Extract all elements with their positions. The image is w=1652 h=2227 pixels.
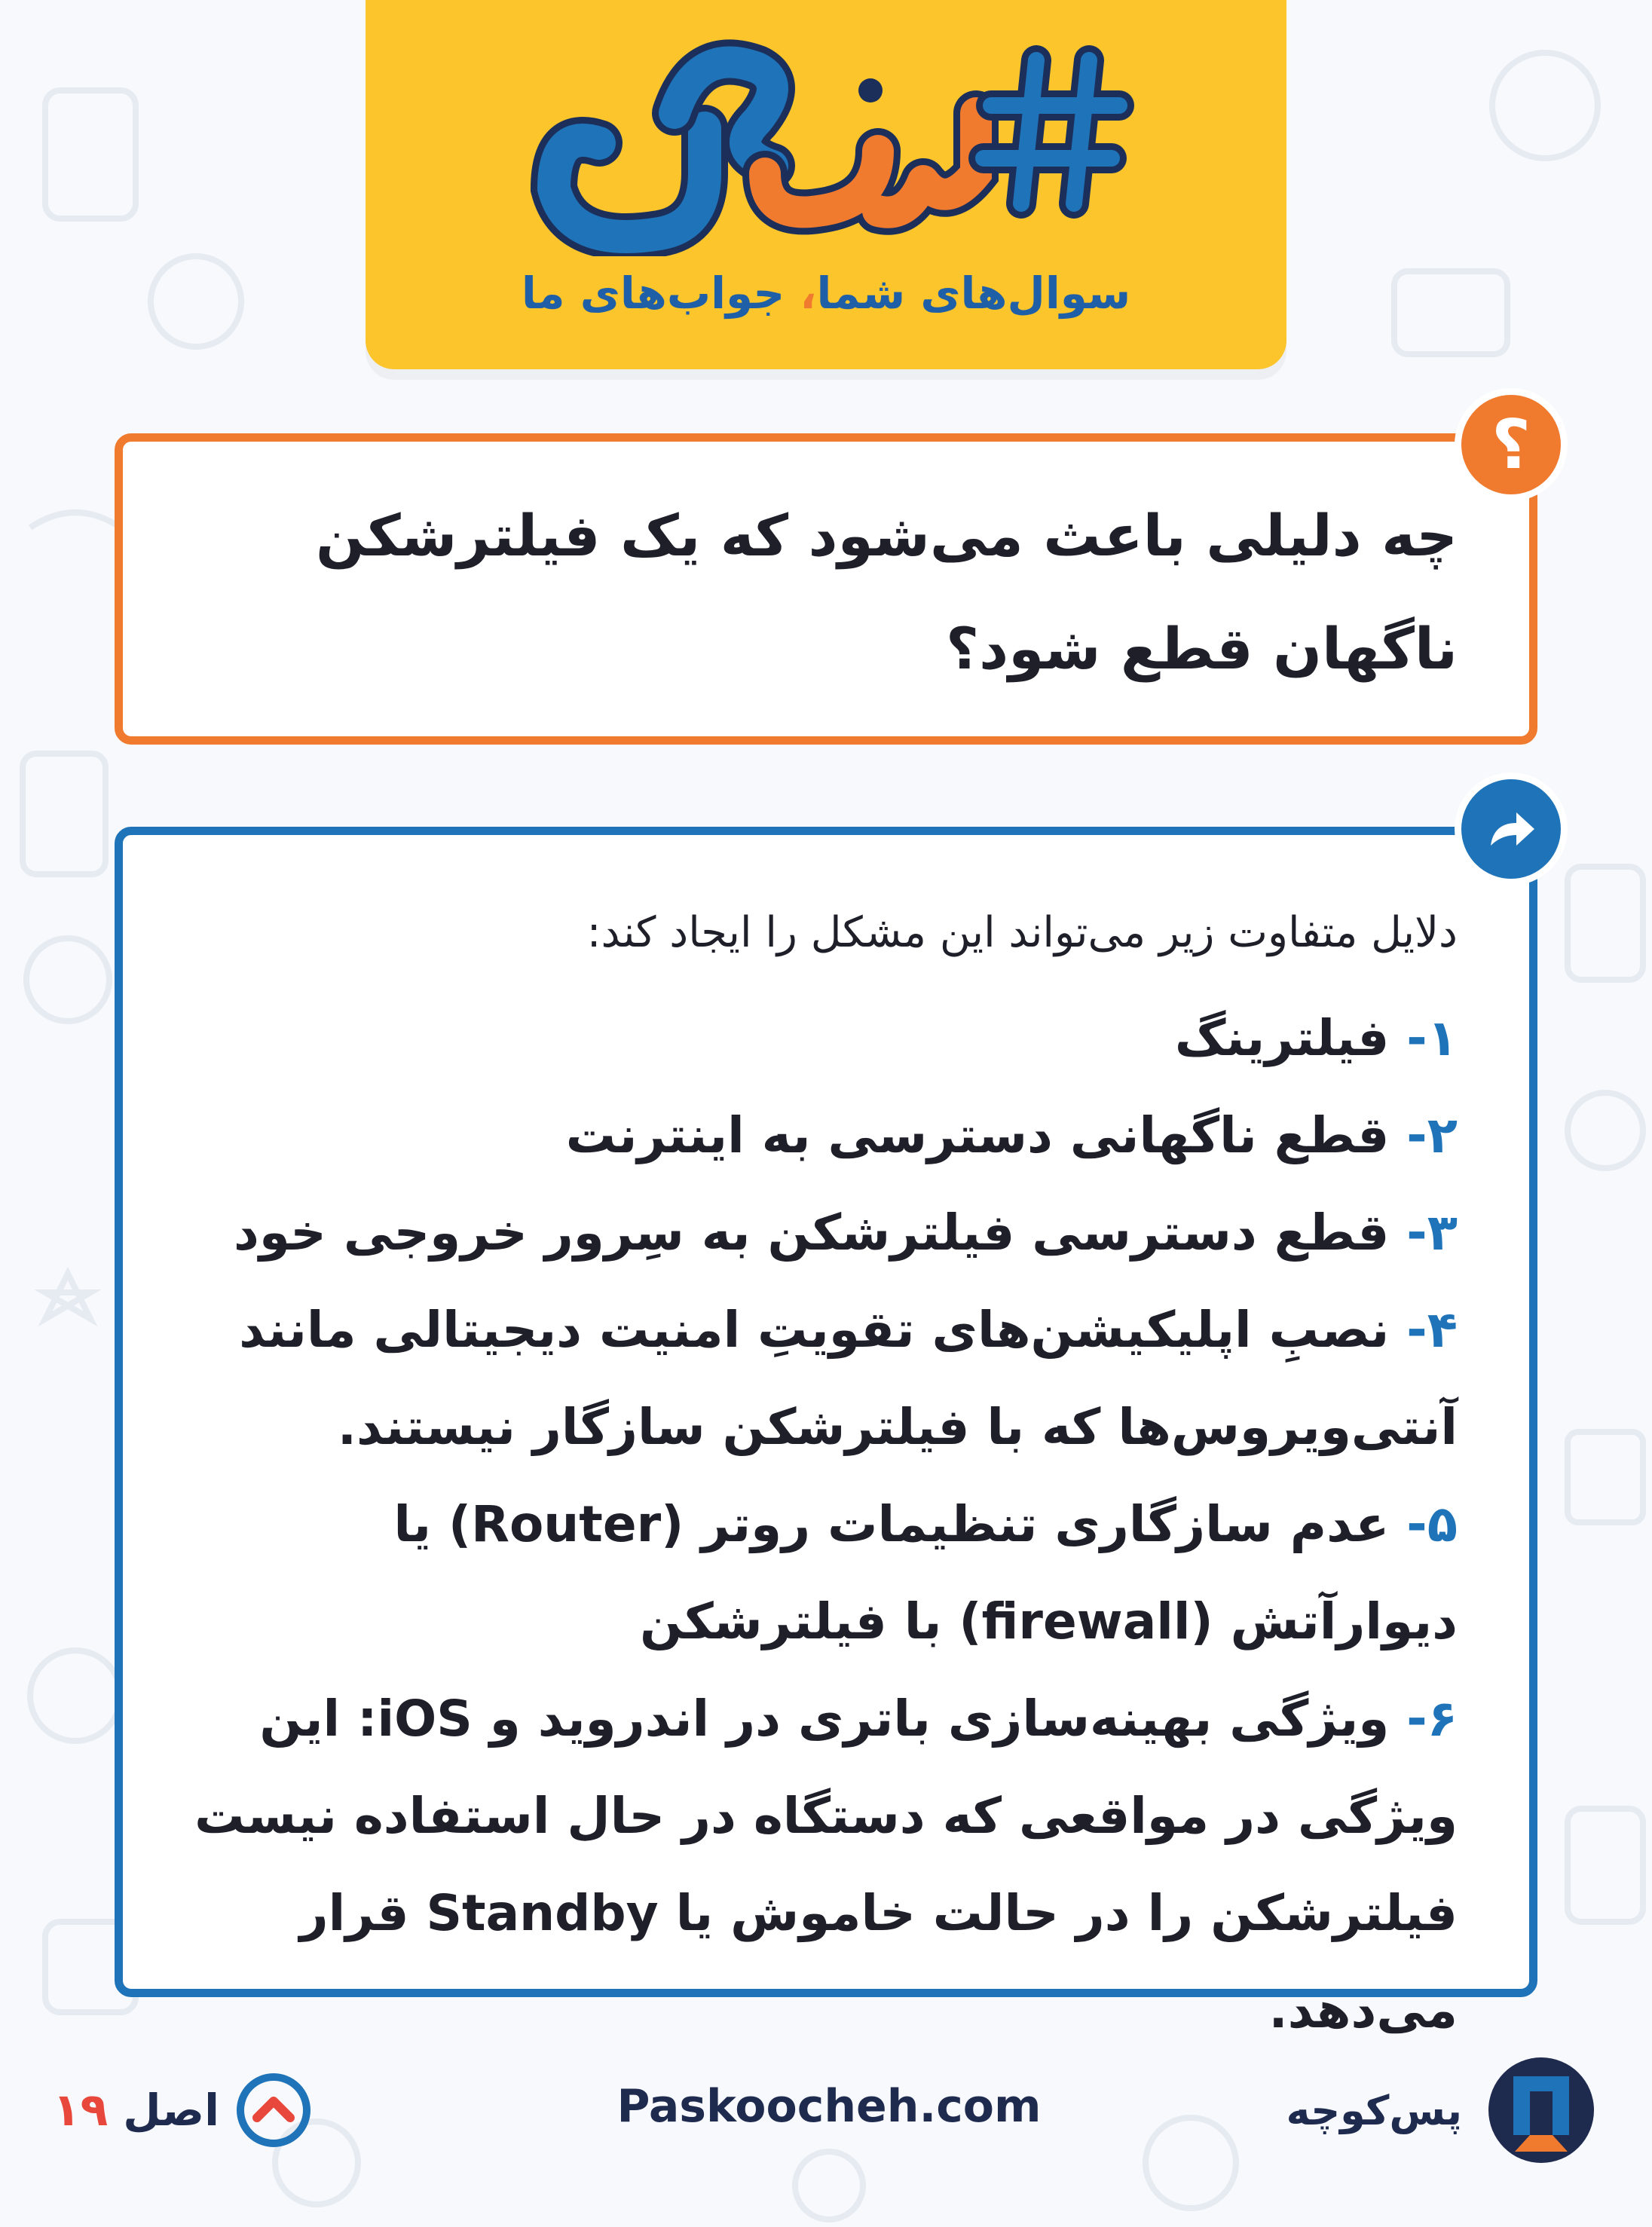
answer-item-text: فیلترینگ xyxy=(1174,1009,1390,1067)
brand-block xyxy=(1281,2050,1598,2170)
tagline-part-1: سوال‌های شما xyxy=(816,268,1131,319)
website-url[interactable]: Paskoocheh.com xyxy=(616,2080,1042,2133)
answer-item-number: ۳- xyxy=(1406,1204,1458,1262)
question-mark-icon: ؟ xyxy=(1455,388,1568,501)
brand-name: پس‌کوچه xyxy=(1286,2086,1462,2134)
answer-item-number: ۱- xyxy=(1406,1009,1458,1067)
paskoocheh-logo-icon xyxy=(1485,2054,1598,2167)
answer-item-6 xyxy=(176,1670,1458,2059)
tagline xyxy=(366,268,1286,319)
principle-badge xyxy=(53,2069,339,2152)
share-arrow-icon xyxy=(1455,772,1568,886)
principle-label: اصل xyxy=(123,2085,219,2136)
answer-item-1 xyxy=(176,990,1458,1087)
answer-item-number: ۲- xyxy=(1406,1106,1458,1164)
answer-item-text: قطع ناگهانی دسترسی به اینترنت xyxy=(565,1106,1390,1164)
answer-item-text: عدم سازگاری تنظیمات روتر (Router) یا دیوارآتش (firewall) با فیلترشکن xyxy=(393,1495,1458,1650)
answer-item-number: ۴- xyxy=(1406,1301,1458,1359)
answer-box xyxy=(115,827,1537,2039)
tagline-separator: ، xyxy=(800,268,817,319)
answer-item-number: ۶- xyxy=(1406,1690,1458,1748)
answer-intro: دلایل متفاوت زیر می‌تواند این مشکل را ایجاد کند: xyxy=(586,908,1458,957)
answer-item-text: ویژگی بهینه‌سازی باتری در اندروید و iOS: این ویژگی در مواقعی که دستگاه در حال استفاده نیست فیلترشکن را در حالت خاموش یا Standby قرار می‌دهد. xyxy=(194,1690,1458,2039)
answer-item-text: نصبِ اپلیکیشن‌های تقویتِ امنیت دیجیتالی مانند آنتی‌ویروس‌ها که با فیلترشکن سازگار نیستند. xyxy=(239,1301,1458,1456)
principle-number: ۱۹ xyxy=(53,2084,109,2137)
answer-item-2 xyxy=(176,1087,1458,1184)
answer-item-5 xyxy=(176,1476,1458,1670)
seen-jeem-logo xyxy=(516,30,1134,256)
answer-list xyxy=(176,990,1458,2059)
header-banner xyxy=(366,0,1286,369)
question-text: چه دلیلی باعث می‌شود که یک فیلترشکن ناگهان قطع شود؟ xyxy=(316,502,1458,682)
answer-item-3 xyxy=(176,1184,1458,1281)
answer-item-number: ۵- xyxy=(1406,1495,1458,1553)
question-box xyxy=(115,433,1537,745)
answer-item-text: قطع دسترسی فیلترشکن به سِرور خروجی خود xyxy=(234,1204,1390,1262)
answer-item-4 xyxy=(176,1281,1458,1476)
tagline-part-2: جواب‌های ما xyxy=(521,268,785,319)
chevron-up-circle-icon xyxy=(234,2071,313,2149)
